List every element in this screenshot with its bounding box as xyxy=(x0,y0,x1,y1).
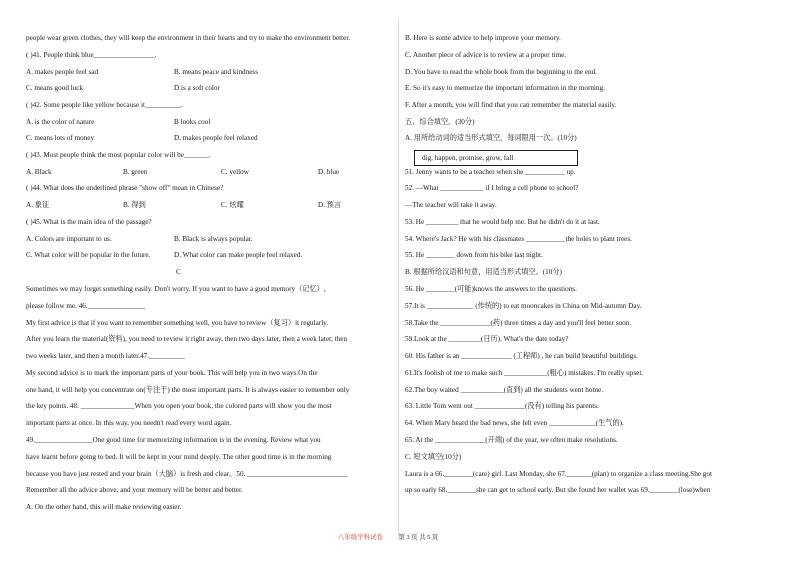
text-line-22: the key points. 48. _______________When you open your book, the colored parts will show you the most xyxy=(26,402,332,410)
option-3-0: C. means good luck xyxy=(26,84,84,92)
text-line-24: 49.________________One good time for memorizing information is in the evening. Review what you xyxy=(26,436,321,444)
text-line-20: 62.The boy waited ____________(直到) all the students went home. xyxy=(405,386,604,394)
text-line-18: After you learn the material(资料), you need to review it right away, then two days later, then a week later, then xyxy=(26,335,348,343)
text-line-16: 58.Take the ______________(药) three times a day and you'll feel better soon. xyxy=(405,319,632,327)
text-line-3: E. So it's easy to memorize the important information in the morning. xyxy=(405,84,605,92)
word-box xyxy=(414,150,578,166)
text-line-20: My second advice is to mark the important parts of your book. This will help you in two ways.On the xyxy=(26,369,318,377)
footer-page-number: 第 3 页 共 5 页 xyxy=(398,534,439,541)
text-line-10: 53. He _________ that he would help me. But he didn't do it at last. xyxy=(405,218,600,226)
text-line-14: C xyxy=(176,268,181,276)
option-2-1: B. means peace and kindness xyxy=(174,68,259,76)
option-8-1: B. green xyxy=(123,168,148,176)
word-box-text: dig, happen, promise, grow, fall xyxy=(422,154,514,162)
text-line-8: 52. —What ____________ if I bring a cell phone to school? xyxy=(405,184,579,192)
text-line-26: because you have just rested and your brain（大脑）is fresh and clear。50. ____________________________ xyxy=(26,470,348,478)
footer-suffix: 试卷 xyxy=(369,534,383,541)
option-13-0: C. What color will be popular in the future. xyxy=(26,251,151,259)
option-13-1: D. What color can make people feel relaxed. xyxy=(174,251,303,259)
text-line-19: 61.It's foolish of me to make such ____________(粗心) mistakes. I'm really upset. xyxy=(405,369,644,377)
option-5-1: B looks cool xyxy=(174,118,211,126)
text-line-23: 65. At the ______________(开端) of the year, we often make resolutions. xyxy=(405,436,618,444)
option-10-3: D. 预言 xyxy=(318,201,342,209)
text-line-11: ( )45. What is the main idea of the passage? xyxy=(26,218,152,226)
option-5-0: A. is the color of nature xyxy=(26,118,95,126)
text-line-28: A. On the other hand, this will make reviewing easier. xyxy=(26,503,182,511)
text-line-16: please follow me. 46.________________ xyxy=(26,302,146,310)
text-line-14: 56. He ________(可能)knows the answers to the questions. xyxy=(405,285,577,293)
text-line-15: 57.It is _____________ (传统的) to eat mooncakes in China on Mid-autumn Day. xyxy=(405,302,642,310)
option-12-1: B. Black is always popular. xyxy=(174,235,253,243)
text-line-9: —The teacher will take it away. xyxy=(405,201,497,209)
option-6-0: C. means lots of money xyxy=(26,134,95,142)
text-line-22: 64. When Mary heard the bad news, she felt even _____________(生气的). xyxy=(405,419,624,427)
footer-prefix: 八年级 xyxy=(338,534,358,541)
text-line-24: C. 短文填空(10分) xyxy=(405,453,462,461)
text-line-12: 55. He ________ down from his bike last night. xyxy=(405,251,543,259)
text-line-25: Laura is a 66.________(care) girl. Last Monday, she 67._______(plan) to organize a class meeting.She got xyxy=(405,470,712,478)
text-line-7: ( )43. Most people think the most popular color will be_______. xyxy=(26,151,211,159)
text-line-17: 59.Look at the _________(日历). What's the date today? xyxy=(405,335,569,343)
text-line-6: A. 用所给动词的适当形式填空，每词限用一次。(10分) xyxy=(405,134,577,142)
option-12-0: A. Colors are important to us. xyxy=(26,235,112,243)
text-line-11: 54. Where's Jack? He with his classmates ___________the holes to plant trees. xyxy=(405,235,632,243)
text-line-0: people wear green clothes, they will keep the environment in their hearts and try to make the environment better. xyxy=(26,34,351,42)
text-line-13: B. 根据所给汉语和句意，用适当形式填空。(10分) xyxy=(405,268,562,276)
column-divider xyxy=(398,20,399,535)
option-10-2: C. 炫耀 xyxy=(221,201,244,209)
text-line-21: 63. Little Tom went out ______________(没有) telling his parents. xyxy=(405,402,599,410)
option-6-1: D. makes people feel relaxed xyxy=(174,134,258,142)
text-line-15: Sometimes we may forget something easily. Don't worry. If you want to have a good memory（记忆）, xyxy=(26,285,326,293)
text-line-5: 五、综合填空。(30分) xyxy=(405,118,475,126)
option-10-0: A. 象征 xyxy=(26,201,50,209)
text-line-17: My first advice is that if you want to remember something well, you have to review（复习）it regularly. xyxy=(26,319,329,327)
text-line-25: have learnt before going to bed. It will be kept in your mind deeply. The other good time is in the morning xyxy=(26,453,332,461)
text-line-4: F. After a month, you will find that you can remember the material easily. xyxy=(405,101,617,109)
page-footer xyxy=(338,532,438,541)
text-line-2: D. You have to read the whole book from the beginning to the end. xyxy=(405,68,598,76)
option-2-0: A. makes people feel sad xyxy=(26,68,99,76)
option-10-1: B. 得到 xyxy=(123,201,146,209)
text-line-7: 51. Jenny wants to be a teacher when she ___________ up. xyxy=(405,168,576,176)
option-8-0: A. Black xyxy=(26,168,52,176)
option-8-2: C. yellow xyxy=(221,168,249,176)
text-line-1: ( )41. People think blue_________________. xyxy=(26,51,157,59)
text-line-19: two weeks later, and then a month later.47.__________ xyxy=(26,352,185,360)
text-line-23: important parts at once. In this way, you needn't read every word again. xyxy=(26,419,232,427)
option-3-1: D.is a soft color xyxy=(174,84,220,92)
option-8-3: D. blue xyxy=(318,168,340,176)
text-line-0: B. Here is some advice to help improve your memory. xyxy=(405,34,561,42)
text-line-4: ( )42. Some people like yellow because it__________. xyxy=(26,101,183,109)
text-line-26: up so early 68.________she can get to school early. But she found her wallet was 69.________(lose)when xyxy=(405,486,711,494)
footer-subject: 学科 xyxy=(357,534,370,541)
text-line-21: one hand, it will help you concentrate on(专注于) the most important parts. It is always easier to remember only xyxy=(26,386,350,394)
text-line-18: 60. His father is an ______________ (工程师) , he can build beautiful buildings. xyxy=(405,352,638,360)
text-line-9: ( )44. What does the underlined phrase "show off" mean in Chinese? xyxy=(26,184,224,192)
text-line-27: Remember all the advice above, and your memory will be better and better. xyxy=(26,486,243,494)
text-line-1: C. Another piece of advice is to review at a proper time. xyxy=(405,51,567,59)
